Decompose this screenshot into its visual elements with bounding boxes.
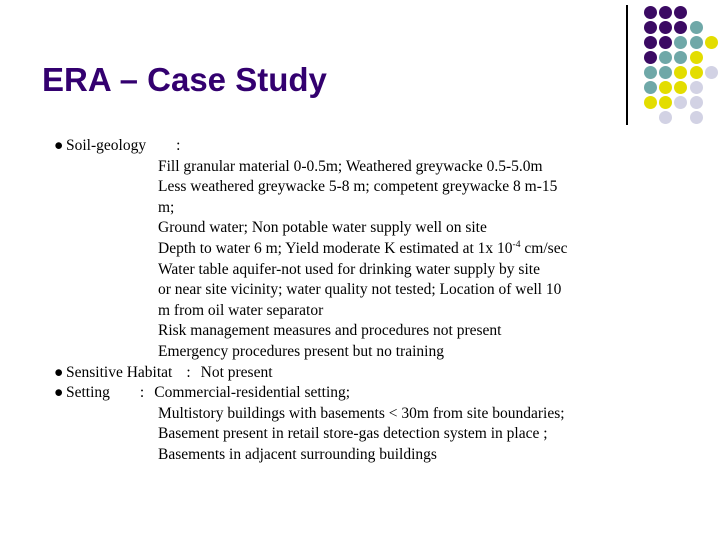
detail-line-part: cm/sec bbox=[520, 239, 568, 257]
decorative-dot bbox=[674, 51, 687, 64]
decorative-dot bbox=[659, 6, 672, 19]
bullet-value-setting: Commercial-residential setting; bbox=[154, 384, 351, 402]
detail-line: Basements in adjacent surrounding buildings bbox=[158, 445, 437, 463]
detail-line bbox=[158, 280, 610, 301]
decorative-dot bbox=[644, 6, 657, 19]
decorative-dot bbox=[690, 51, 703, 64]
bullet-label-setting: Setting bbox=[66, 384, 110, 402]
detail-line: Multistory buildings with basements < 30m from site boundaries; bbox=[158, 404, 565, 422]
decorative-dot bbox=[659, 36, 672, 49]
slide-body bbox=[54, 136, 634, 466]
detail-line-part: Depth to water 6 m; Yield moderate K estimated at 1x 10 bbox=[158, 239, 513, 257]
bullet-icon: ● bbox=[54, 363, 64, 381]
decorative-dot bbox=[644, 96, 657, 109]
detail-line bbox=[158, 177, 610, 198]
decorative-dot bbox=[674, 66, 687, 79]
detail-line: Emergency procedures present but no training bbox=[158, 342, 444, 360]
decorative-dot bbox=[705, 36, 718, 49]
detail-line-hydraulic-conductivity bbox=[158, 239, 634, 260]
detail-line: m; bbox=[158, 198, 175, 216]
page-title: ERA – Case Study bbox=[42, 61, 327, 98]
decorative-dot bbox=[659, 51, 672, 64]
detail-line-part: or near site vicinity; water quality not tested; Location of well 10 bbox=[158, 281, 562, 299]
decorative-dot bbox=[674, 36, 687, 49]
decorative-dot bbox=[705, 66, 718, 79]
exponent: -4 bbox=[512, 238, 521, 250]
bullet-icon: ● bbox=[54, 384, 64, 402]
decorative-dot bbox=[659, 66, 672, 79]
decorative-dot bbox=[659, 21, 672, 34]
decorative-dot bbox=[644, 36, 657, 49]
decorative-dot bbox=[644, 51, 657, 64]
detail-line: Risk management measures and procedures not present bbox=[158, 322, 502, 340]
bullet-separator: : bbox=[176, 137, 181, 154]
decorative-dot bbox=[690, 81, 703, 94]
detail-line-part: Less weathered greywacke 5-8 m; competent greywacke 8 m-15 bbox=[158, 178, 558, 196]
decorative-dot bbox=[674, 96, 687, 109]
detail-line: Ground water; Non potable water supply well on site bbox=[158, 219, 487, 237]
decorative-dot bbox=[659, 96, 672, 109]
bullet-item-sensitive-habitat bbox=[54, 363, 634, 384]
bullet-value-sensitive-habitat: Not present bbox=[200, 363, 273, 381]
detail-line: Fill granular material 0-0.5m; Weathered greywacke 0.5-5.0m bbox=[158, 157, 543, 175]
detail-line: m from oil water separator bbox=[158, 301, 324, 319]
decorative-dot bbox=[690, 36, 703, 49]
decorative-dot bbox=[674, 21, 687, 34]
decorative-dot bbox=[644, 81, 657, 94]
decorative-dot bbox=[674, 6, 687, 19]
decorative-dot bbox=[690, 21, 703, 34]
bullet-separator: : bbox=[139, 384, 145, 402]
bullet-label-soil-geology: Soil-geology bbox=[66, 137, 147, 154]
dot-grid bbox=[644, 6, 720, 126]
decorative-dot bbox=[690, 111, 703, 124]
dot-grid-decoration bbox=[618, 0, 720, 132]
bullet-label-sensitive-habitat: Sensitive Habitat bbox=[66, 363, 173, 381]
bullet-separator: : bbox=[186, 363, 191, 381]
decorative-dot bbox=[644, 66, 657, 79]
bullet-icon: ● bbox=[54, 137, 64, 154]
decorative-dot bbox=[659, 111, 672, 124]
decorative-dot bbox=[674, 81, 687, 94]
decorative-dot bbox=[690, 96, 703, 109]
detail-line: Water table aquifer-not used for drinking water supply by site bbox=[158, 260, 540, 278]
decorative-dot bbox=[644, 21, 657, 34]
bullet-item-soil-geology bbox=[54, 136, 634, 157]
decorative-dot bbox=[659, 81, 672, 94]
bullet-item-setting bbox=[54, 383, 634, 404]
vertical-rule bbox=[626, 5, 628, 125]
detail-line: Basement present in retail store-gas detection system in place ; bbox=[158, 425, 548, 443]
decorative-dot bbox=[690, 66, 703, 79]
